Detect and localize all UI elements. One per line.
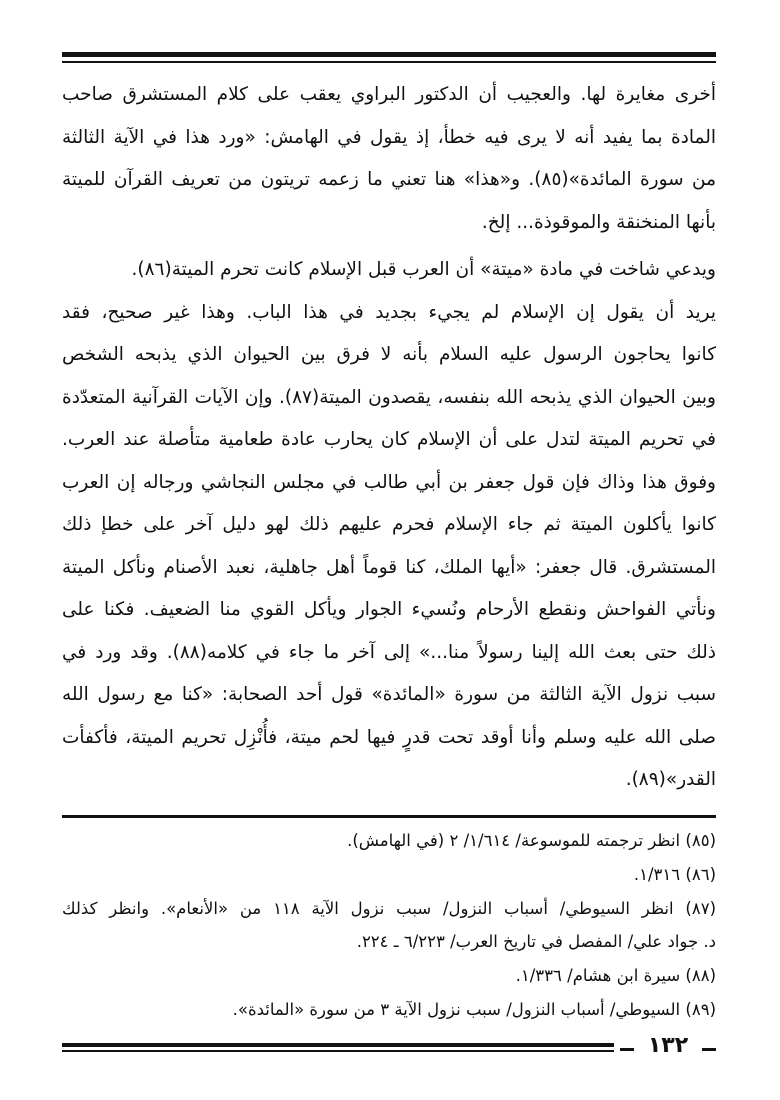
header-rule-thick — [62, 52, 716, 57]
footer-rule-thin — [62, 1050, 614, 1052]
body-line: كانوا يأكلون الميتة ثم جاء الإسلام فحرم عليهم ذلك لهو دليل آخر على خطإ ذلك — [62, 514, 716, 535]
footnote: د. جواد علي/ المفصل في تاريخ العرب/ ٦/٢٢٣ ـ ٢٢٤. — [356, 932, 716, 952]
body-line: كانوا يحاجون الرسول عليه السلام بأنه لا فرق بين الحيوان الذي يذبحه الشخص — [62, 344, 716, 365]
footnote: (٨٩) السيوطي/ أسباب النزول/ سبب نزول الآية ٣ من سورة «المائدة». — [232, 999, 716, 1019]
body-line: ويدعي شاخت في مادة «ميتة» أن العرب قبل الإسلام كانت تحرم الميتة(٨٦). — [131, 259, 716, 280]
header-rule-thin — [62, 61, 716, 63]
page-number: ١٣٢ — [620, 1033, 716, 1058]
body-line: صلى الله عليه وسلم وأنا أوقد تحت قدرٍ فيها لحم ميتة، فأُنْزِل تحريم الميتة، فأكفأت — [62, 726, 716, 748]
footnote: (٨٧) انظر السيوطي/ أسباب النزول/ سبب نزول الآية ١١٨ من «الأنعام». وانظر كذلك — [62, 898, 716, 918]
body-line: من سورة المائدة»(٨٥). و«هذا» هنا تعني ما زعمه تريتون من تعريف القرآن للميتة — [62, 169, 716, 190]
footnote-separator — [62, 815, 716, 818]
body-line: القدر»(٨٩). — [625, 769, 716, 790]
body-line: بأنها المنخنقة والموقوذة... إلخ. — [481, 211, 716, 233]
body-line: يريد أن يقول إن الإسلام لم يجيء بجديد في هذا الباب. وهذا غير صحيح، فقد — [62, 301, 716, 323]
page-footer — [62, 1033, 716, 1062]
footnote: (٨٨) سيرة ابن هشام/ ١/٣٣٦. — [515, 966, 716, 986]
body-line: ونأتي الفواحش ونقطع الأرحام ونُسيء الجوار ويأكل القوي منا الضعيف. فكنا على — [62, 599, 716, 620]
footer-rule-thick — [62, 1043, 614, 1047]
body-line: وفوق هذا وذاك فإن قول جعفر بن أبي طالب في مجلس النجاشي ورجاله إن العرب — [62, 471, 716, 493]
body-line: سبب نزول الآية الثالثة من سورة «المائدة» قول أحد الصحابة: «كنا مع رسول الله — [62, 684, 716, 705]
body-line: ذلك حتى بعث الله إلينا رسولاً منا...» إلى آخر ما جاء في كلامه(٨٨). وقد ورد في — [62, 641, 716, 663]
body-line: المادة بما يفيد أنه لا يرى فيه خطأ، إذ يقول في الهامش: «ورد هذا في الآية الثالثة — [62, 126, 716, 148]
footnote: (٨٥) انظر ترجمته للموسوعة/ ١/٦١٤/ ٢ (في الهامش). — [347, 831, 716, 850]
footnotes — [62, 824, 716, 1027]
body-line: وبين الحيوان الذي يذبحه الله بنفسه، يقصدون الميتة(٨٧). وإن الآيات القرآنية المتعدّدة — [62, 386, 716, 408]
body-line: أخرى مغايرة لها. والعجيب أن الدكتور البراوي يعقب على كلام المستشرق صاحب — [62, 84, 716, 105]
footnote: (٨٦) ١/٣١٦. — [633, 864, 716, 884]
body-text — [62, 74, 716, 802]
body-line: في تحريم الميتة لتدل على أن الإسلام كان يحارب عادة طعامية متأصلة عند العرب. — [62, 429, 716, 450]
body-line: المستشرق. قال جعفر: «أيها الملك، كنا قوماً أهل جاهلية، نعبد الأصنام ونأكل الميتة — [62, 556, 716, 578]
